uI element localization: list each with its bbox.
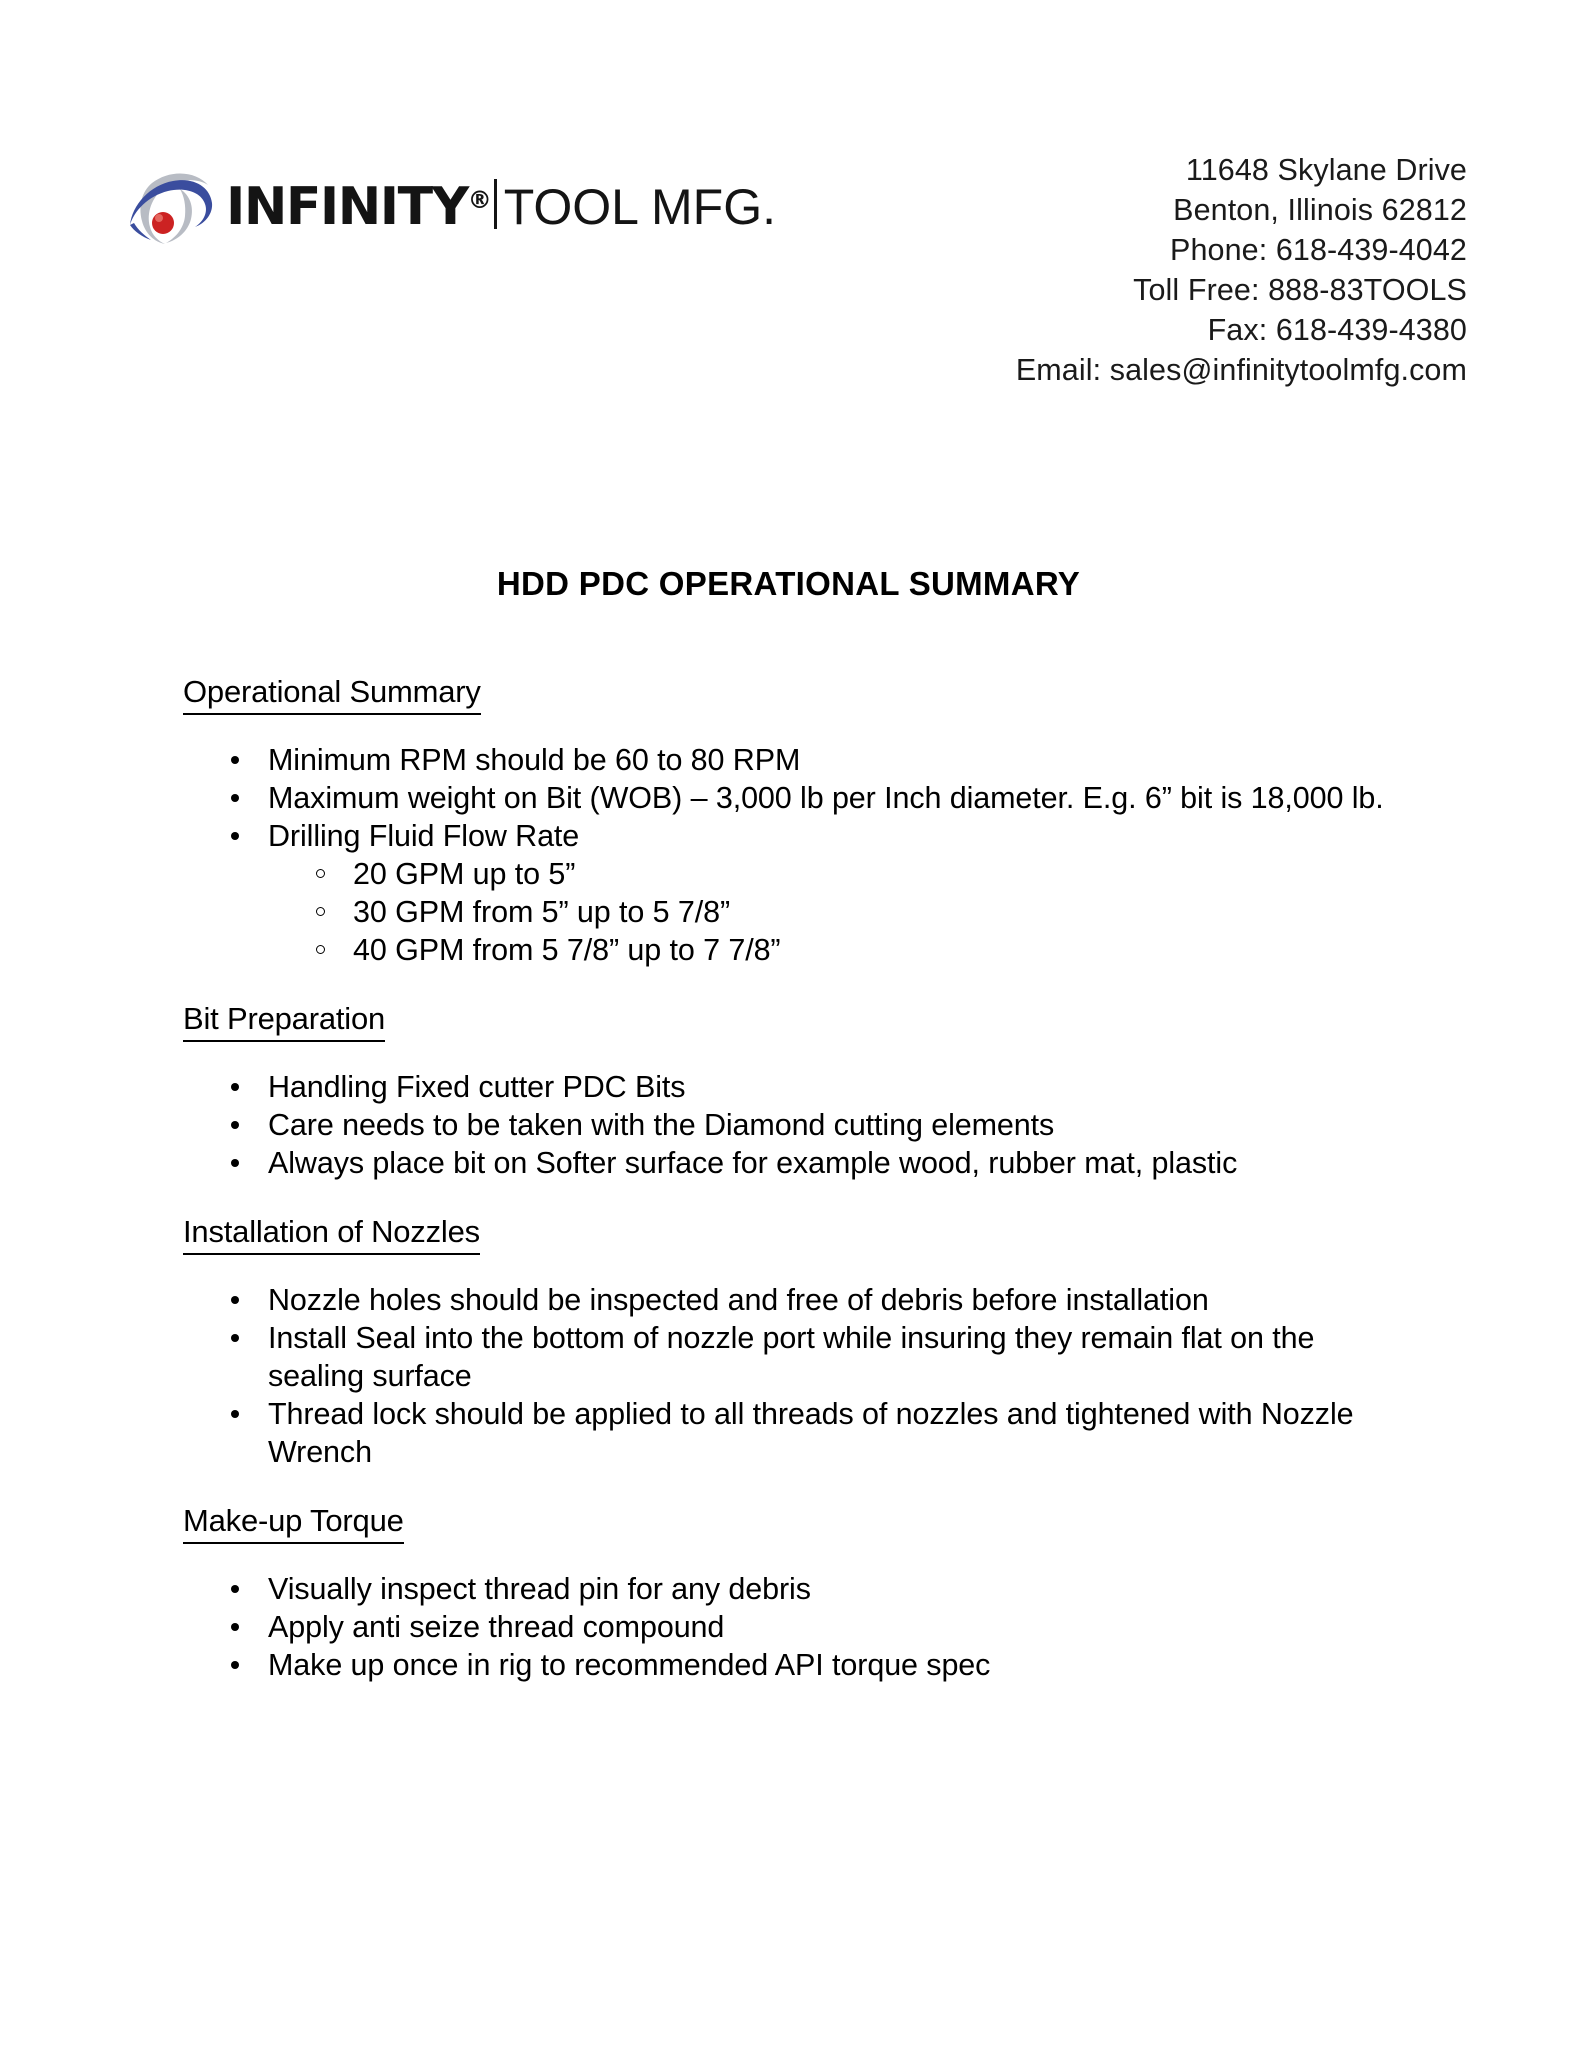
logo-divider [494,179,497,229]
address-fax: Fax: 618-439-4380 [1207,313,1467,347]
infinity-eye-logo-icon [118,161,218,249]
address-city-state-zip: Benton, Illinois 62812 [1173,193,1467,227]
section-heading: Installation of Nozzles [183,1212,480,1255]
address-email: Email: sales@infinitytoolmfg.com [1015,353,1467,387]
bullet-dot-icon [231,1083,239,1091]
bullet-dot-icon [231,756,239,764]
bullet-dot-icon [231,1661,239,1669]
company-logo [118,160,776,250]
list-item [183,1319,1388,1395]
bullet-circle-icon [316,869,325,878]
list-item [183,1608,1388,1646]
list-item-text: Make up once in rig to recommended API torque spec [268,1648,991,1682]
list-item-text: Always place bit on Softer surface for example wood, rubber mat, plastic [268,1146,1238,1180]
address-street: 11648 Skylane Drive [1185,153,1467,187]
list-item [183,1646,1388,1684]
list-item [183,817,1388,969]
list-item [183,1144,1388,1182]
section-heading: Bit Preparation [183,999,385,1042]
list-item-text: Install Seal into the bottom of nozzle port while insuring they remain flat on the sealing surface [268,1321,1315,1393]
bullet-dot-icon [231,1159,239,1167]
bullet-list [183,1068,1388,1182]
address-phone: Phone: 618-439-4042 [1170,233,1467,267]
section-make-up-torque [183,1501,1388,1684]
document-header [0,150,1577,400]
list-item [183,741,1388,779]
bullet-list [183,741,1388,969]
list-item-text: Nozzle holes should be inspected and free of debris before installation [268,1283,1209,1317]
list-item [183,1068,1388,1106]
bullet-dot-icon [231,1334,239,1342]
list-item [183,1395,1388,1471]
list-item-text: Thread lock should be applied to all threads of nozzles and tightened with Nozzle Wrench [268,1397,1354,1469]
list-item-text: Apply anti seize thread compound [268,1610,725,1644]
bullet-dot-icon [231,1121,239,1129]
section-installation-of-nozzles [183,1212,1388,1471]
company-address-block [1016,150,1467,390]
list-item-text: Drilling Fluid Flow Rate [268,819,580,853]
logo-wordmark [226,174,776,237]
list-item [183,1570,1388,1608]
registered-trademark-icon: ® [467,185,492,214]
bullet-dot-icon [231,832,239,840]
bullet-dot-icon [231,1623,239,1631]
sub-list-item [268,855,1388,893]
list-item-text: Handling Fixed cutter PDC Bits [268,1070,686,1104]
bullet-dot-icon [231,1410,239,1418]
section-heading: Make-up Torque [183,1501,404,1544]
list-item-text: Minimum RPM should be 60 to 80 RPM [268,743,801,777]
sub-list-item-text: 30 GPM from 5” up to 5 7/8” [353,895,731,929]
bullet-dot-icon [231,1296,239,1304]
sub-list-item [268,893,1388,931]
list-item-text: Visually inspect thread pin for any debris [268,1572,811,1606]
address-toll-free: Toll Free: 888-83TOOLS [1133,273,1467,307]
bullet-dot-icon [231,1585,239,1593]
section-bit-preparation [183,999,1388,1182]
sub-list-item [268,931,1388,969]
bullet-list [183,1570,1388,1684]
logo-tool-mfg-text: TOOL MFG. [503,178,776,235]
sub-list-item-text: 40 GPM from 5 7/8” up to 7 7/8” [353,933,781,967]
logo-infinity-text: INFINITY [226,176,468,237]
list-item-text: Care needs to be taken with the Diamond cutting elements [268,1108,1055,1142]
page-title: HDD PDC OPERATIONAL SUMMARY [496,565,1081,602]
sub-list-item-text: 20 GPM up to 5” [353,857,576,891]
sub-bullet-list [268,855,1388,969]
bullet-list [183,1281,1388,1471]
section-heading: Operational Summary [183,672,481,715]
bullet-circle-icon [316,907,325,916]
document-body [183,672,1388,1714]
list-item [183,1281,1388,1319]
list-item [183,1106,1388,1144]
bullet-circle-icon [316,945,325,954]
list-item [183,779,1388,817]
list-item-text: Maximum weight on Bit (WOB) – 3,000 lb per Inch diameter. E.g. 6” bit is 18,000 lb. [268,781,1384,815]
bullet-dot-icon [231,794,239,802]
section-operational-summary [183,672,1388,969]
